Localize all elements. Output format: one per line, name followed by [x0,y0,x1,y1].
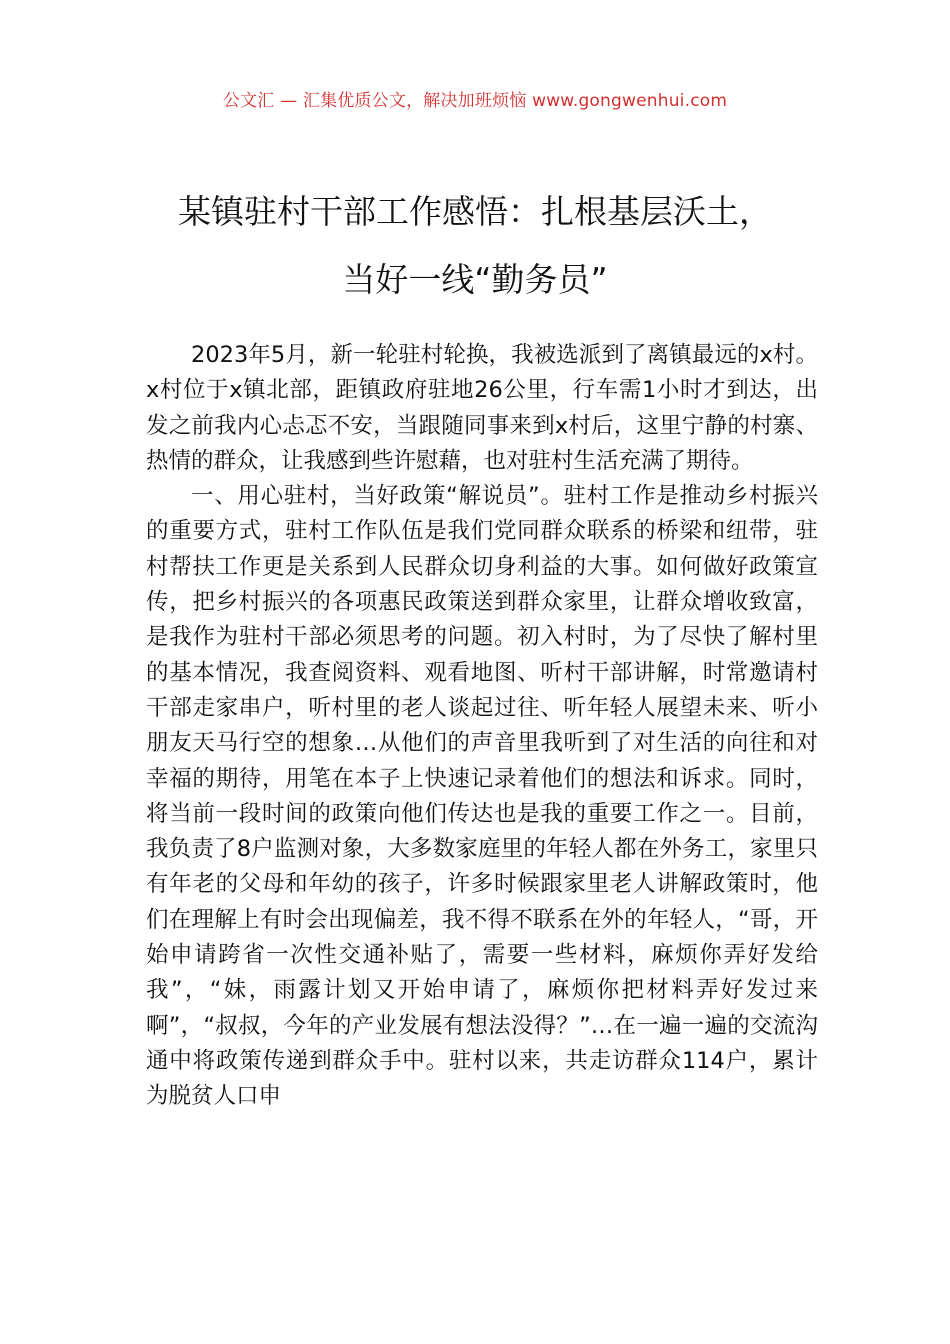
paragraph-intro: 2023年5月，新一轮驻村轮换，我被选派到了离镇最远的x村。x村位于x镇北部，距镇政府驻地26公里，行车需1小时才到达，出发之前我内心忐忑不安，当跟随同事来到x村后，这里宁静的村寨、热情的群众，让我感到些许慰藉，也对驻村生活充满了期待。 [146,342,818,474]
title-line-1: 某镇驻村干部工作感悟：扎根基层沃土， [178,192,772,231]
site-header-banner: 公文汇 — 汇集优质公文，解决加班烦恼 www.gongwenhui.com [222,91,728,111]
document-body [146,338,818,1115]
paragraph-section-1: 一、用心驻村，当好政策“解说员”。驻村工作是推动乡村振兴的重要方式，驻村工作队伍是我们党同群众联系的桥梁和纽带，驻村帮扶工作更是关系到人民群众切身利益的大事。如何做好政策宣传，把乡村振兴的各项惠民政策送到群众家里，让群众增收致富，是我作为驻村干部必须思考的问题。初入村时，为了尽快了解村里的基本情况，我查阅资料、观看地图、听村干部讲解，时常邀请村干部走家串户，听村里的老人谈起过往、听年轻人展望未来、听小朋友天马行空的想象…从他们的声音里我听到了对生活的向往和对幸福的期待，用笔在本子上快速记录着他们的想法和诉求。同时，将当前一段时间的政策向他们传达也是我的重要工作之一。目前，我负责了8户监测对象，大多数家庭里的年轻人都在外务工，家里只有年老的父母和年幼的孩子，许多时候跟家里老人讲解政策时，他们在理解上有时会出现偏差，我不得不联系在外的年轻人，“哥，开始申请跨省一次性交通补贴了，需要一些材料，麻烦你弄好发给我”，“妹，雨露计划又开始申请了，麻烦你把材料弄好发过来啊”，“叔叔，今年的产业发展有想法没得？”…在一遍一遍的交流沟通中将政策传递到群众手中。驻村以来，共走访群众114户，累计为脱贫人口申 [146,483,818,1110]
title-line-2: 当好一线“勤务员” [342,260,608,299]
document-title [100,178,850,314]
